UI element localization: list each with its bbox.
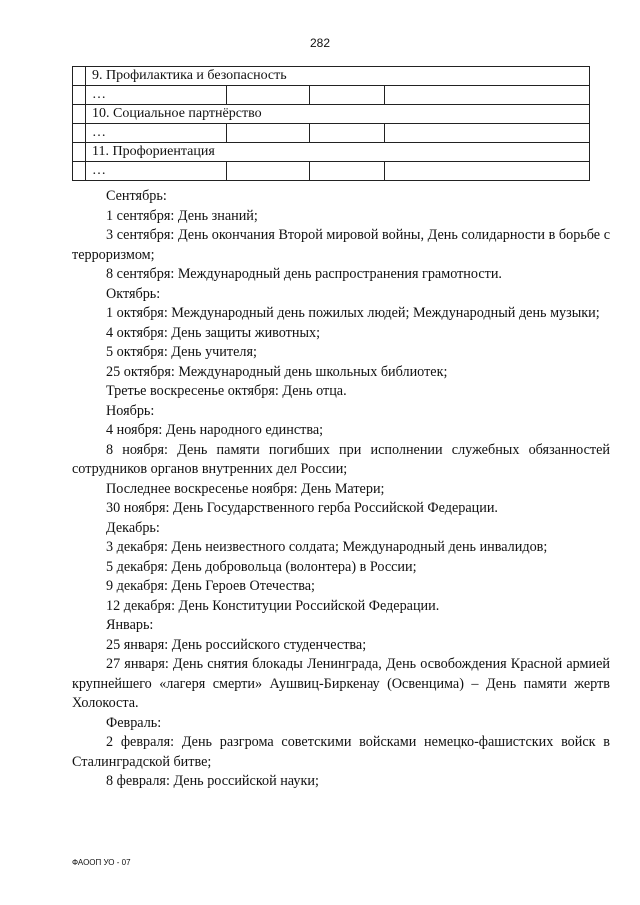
date-entry: 25 января: День российского студенчества; <box>106 636 367 653</box>
table-cell <box>385 124 590 143</box>
date-entry: 3 декабря: День неизвестного солдата; Международный день инвалидов; <box>106 539 548 555</box>
table-cell <box>73 124 86 143</box>
document-code-footer: ФАООП УО - 07 <box>72 858 131 867</box>
table-cell <box>310 162 385 181</box>
date-entry: 2 февраля: День разгрома советскими войсками немецко-фашистских войск в Сталинградской битве; <box>72 734 610 770</box>
table-row <box>73 105 590 124</box>
table-cell-label: … <box>86 86 227 105</box>
holiday-calendar-text <box>72 187 610 792</box>
table-cell-label: 11. Профориентация <box>86 143 590 162</box>
month-heading: Декабрь: <box>106 519 160 536</box>
table-cell <box>73 86 86 105</box>
date-entry: 9 декабря: День Героев Отечества; <box>106 578 315 594</box>
date-entry: 5 декабря: День добровольца (волонтера) в России; <box>106 558 417 575</box>
date-entry: 4 октября: День защиты животных; <box>106 324 321 341</box>
date-entry: 30 ноября: День Государственного герба Российской Федерации. <box>106 500 498 516</box>
month-heading: Январь: <box>106 617 154 633</box>
table-cell-label: … <box>86 124 227 143</box>
activities-table <box>72 66 590 181</box>
table-cell <box>227 124 310 143</box>
month-heading: Сентябрь: <box>106 188 167 204</box>
table-cell <box>73 105 86 124</box>
date-entry: 5 октября: День учителя; <box>106 344 257 360</box>
table-cell <box>310 86 385 105</box>
table-row <box>73 124 590 143</box>
table-cell <box>227 86 310 105</box>
table-cell <box>73 162 86 181</box>
date-entry: 3 сентября: День окончания Второй мировой войны, День солидарности в борьбе с терроризмом; <box>72 227 610 263</box>
date-entry: 12 декабря: День Конституции Российской Федерации. <box>106 597 440 614</box>
table-row <box>73 86 590 105</box>
date-entry: 8 ноября: День памяти погибших при исполнении служебных обязанностей сотрудников органов внутренних дел России; <box>72 441 610 477</box>
month-heading: Ноябрь: <box>106 402 155 419</box>
table-cell-label: 10. Социальное партнёрство <box>86 105 590 124</box>
page-number: 282 <box>309 36 331 50</box>
table-cell <box>73 67 86 86</box>
date-entry: Последнее воскресенье ноября: День Матери; <box>106 480 385 497</box>
date-entry: 8 февраля: День российской науки; <box>106 773 319 789</box>
date-entry: 25 октября: Международный день школьных библиотек; <box>106 363 448 380</box>
date-entry: 4 ноября: День народного единства; <box>106 422 324 438</box>
table-row <box>73 143 590 162</box>
table-row <box>73 162 590 181</box>
table-cell-label: … <box>86 162 227 181</box>
table-cell <box>385 162 590 181</box>
table-cell <box>73 143 86 162</box>
table-cell-label: 9. Профилактика и безопасность <box>86 67 590 86</box>
table-row <box>73 67 590 86</box>
month-heading: Февраль: <box>106 714 162 731</box>
table-cell <box>227 162 310 181</box>
date-entry: 1 сентября: День знаний; <box>106 207 258 224</box>
date-entry: 1 октября: Международный день пожилых людей; Международный день музыки; <box>106 305 600 321</box>
date-entry: 27 января: День снятия блокады Ленинграда, День освобождения Красной армией крупнейшего «лагеря смерти» Аушвиц-Биркенау (Освенцима) – День памяти жертв Холокоста. <box>72 656 610 711</box>
date-entry: Третье воскресенье октября: День отца. <box>106 383 347 399</box>
date-entry: 8 сентября: Международный день распространения грамотности. <box>106 266 502 282</box>
table-cell <box>385 86 590 105</box>
month-heading: Октябрь: <box>106 285 161 302</box>
table-cell <box>310 124 385 143</box>
